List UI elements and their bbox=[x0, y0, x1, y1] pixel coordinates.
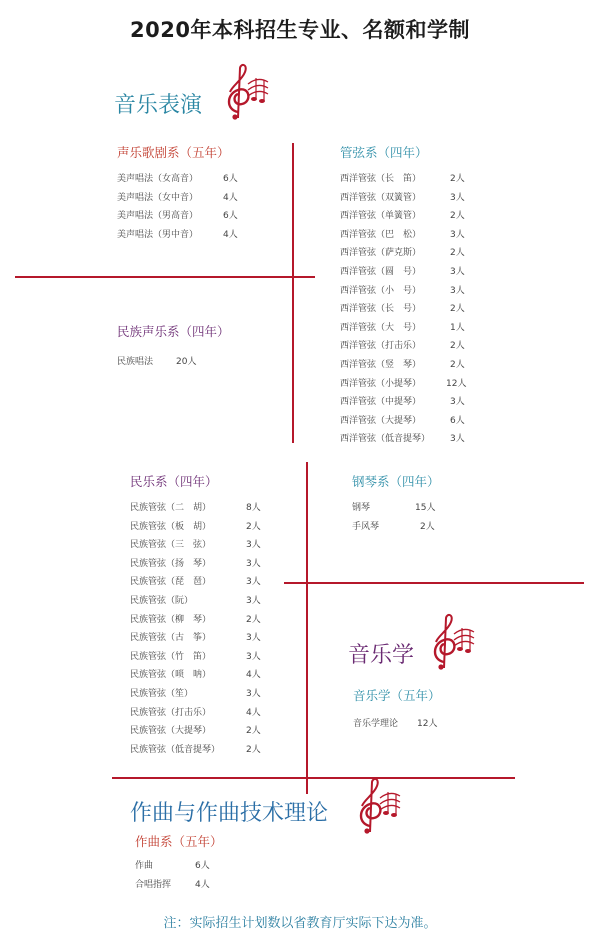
dept-heading-composition: 作曲系（五年） bbox=[135, 834, 223, 849]
list-item: 美声唱法（女高音） 6人 bbox=[117, 174, 238, 184]
list-item: 西洋管弦（大 号） 1人 bbox=[340, 322, 465, 333]
dept-heading-orchestral: 管弦系（四年） bbox=[340, 145, 428, 160]
list-item: 作曲 6人 bbox=[135, 861, 210, 871]
treble-clef-icon bbox=[350, 776, 404, 836]
list-item: 民族管弦（扬 琴） 3人 bbox=[130, 558, 261, 569]
list-item: 西洋管弦（巴 松） 3人 bbox=[340, 229, 465, 240]
list-composition bbox=[135, 858, 255, 895]
divider-horizontal-mid bbox=[284, 582, 584, 584]
list-item: 西洋管弦（长 笛） 2人 bbox=[340, 174, 465, 184]
dept-heading-musicology: 音乐学（五年） bbox=[353, 688, 441, 703]
list-item: 民族管弦（古 筝） 3人 bbox=[130, 633, 261, 644]
list-item: 美声唱法（男中音） 4人 bbox=[117, 229, 238, 240]
list-item: 民族管弦（三 弦） 3人 bbox=[130, 540, 261, 551]
list-item: 民族管弦（竹 笛） 3人 bbox=[130, 651, 261, 662]
list-item: 西洋管弦（小 号） 3人 bbox=[340, 285, 465, 296]
list-item: 西洋管弦（中提琴） 3人 bbox=[340, 397, 465, 408]
list-item: 西洋管弦（圆 号） 3人 bbox=[340, 266, 465, 277]
dept-heading-vocal-opera: 声乐歌剧系（五年） bbox=[117, 145, 230, 160]
list-item: 西洋管弦（大提琴） 6人 bbox=[340, 415, 465, 426]
list-item: 民族管弦（打击乐） 4人 bbox=[130, 707, 261, 718]
list-item: 西洋管弦（打击乐） 2人 bbox=[340, 341, 465, 352]
list-item: 西洋管弦（单簧管） 2人 bbox=[340, 211, 465, 222]
list-item: 民族唱法 20人 bbox=[117, 357, 197, 367]
list-item: 民族管弦（板 胡） 2人 bbox=[130, 521, 261, 532]
list-item: 民族管弦（柳 琴） 2人 bbox=[130, 614, 261, 625]
list-item: 西洋管弦（低音提琴） 3人 bbox=[340, 434, 465, 445]
section-title-musicology: 音乐学 bbox=[348, 643, 415, 668]
list-item: 音乐学理论 12人 bbox=[353, 719, 438, 729]
list-item: 民族管弦（唢 呐） 4人 bbox=[130, 670, 261, 681]
dept-heading-folk-vocal: 民族声乐系（四年） bbox=[117, 324, 230, 339]
list-vocal-opera bbox=[117, 171, 257, 245]
list-item: 西洋管弦（小提琴） 12人 bbox=[340, 378, 467, 389]
divider-vertical-top bbox=[292, 143, 294, 443]
list-item: 民族管弦（琵 琶） 3人 bbox=[130, 577, 261, 588]
list-item: 合唱指挥 4人 bbox=[135, 879, 210, 890]
section-title-composition: 作曲与作曲技术理论 bbox=[130, 801, 329, 826]
list-item: 西洋管弦（萨克斯） 2人 bbox=[340, 248, 465, 259]
dept-heading-folk-music: 民乐系（四年） bbox=[130, 474, 218, 489]
footnote: 注：实际招生计划数以省教育厅实际下达为准。 bbox=[163, 916, 437, 931]
list-item: 民族管弦（大提琴） 2人 bbox=[130, 726, 261, 737]
list-piano bbox=[352, 500, 472, 537]
list-item: 手风琴 2人 bbox=[352, 521, 435, 532]
list-item: 西洋管弦（竖 琴） 2人 bbox=[340, 359, 465, 370]
list-item: 钢琴 15人 bbox=[352, 503, 436, 513]
list-item: 西洋管弦（长 号） 2人 bbox=[340, 304, 465, 315]
list-item: 民族管弦（二 胡） 8人 bbox=[130, 503, 261, 513]
divider-vertical-mid bbox=[306, 462, 308, 794]
page-title: 2020年本科招生专业、名额和学制 bbox=[130, 18, 470, 42]
treble-clef-icon bbox=[424, 612, 478, 672]
list-item: 民族管弦（阮） 3人 bbox=[130, 595, 261, 606]
list-item: 美声唱法（女中音） 4人 bbox=[117, 192, 238, 203]
list-folk-music bbox=[130, 500, 280, 760]
treble-clef-icon bbox=[218, 62, 272, 122]
list-item: 美声唱法（男高音） 6人 bbox=[117, 211, 238, 222]
list-folk-vocal bbox=[117, 354, 257, 373]
list-item: 西洋管弦（双簧管） 3人 bbox=[340, 192, 465, 203]
list-item: 民族管弦（笙） 3人 bbox=[130, 688, 261, 699]
list-orchestral bbox=[340, 171, 480, 450]
list-item: 民族管弦（低音提琴） 2人 bbox=[130, 744, 261, 755]
list-musicology bbox=[353, 716, 473, 735]
divider-horizontal-top bbox=[15, 276, 315, 278]
section-title-performance: 音乐表演 bbox=[114, 93, 203, 118]
divider-horizontal-bottom bbox=[112, 777, 515, 779]
dept-heading-piano: 钢琴系（四年） bbox=[352, 474, 440, 489]
